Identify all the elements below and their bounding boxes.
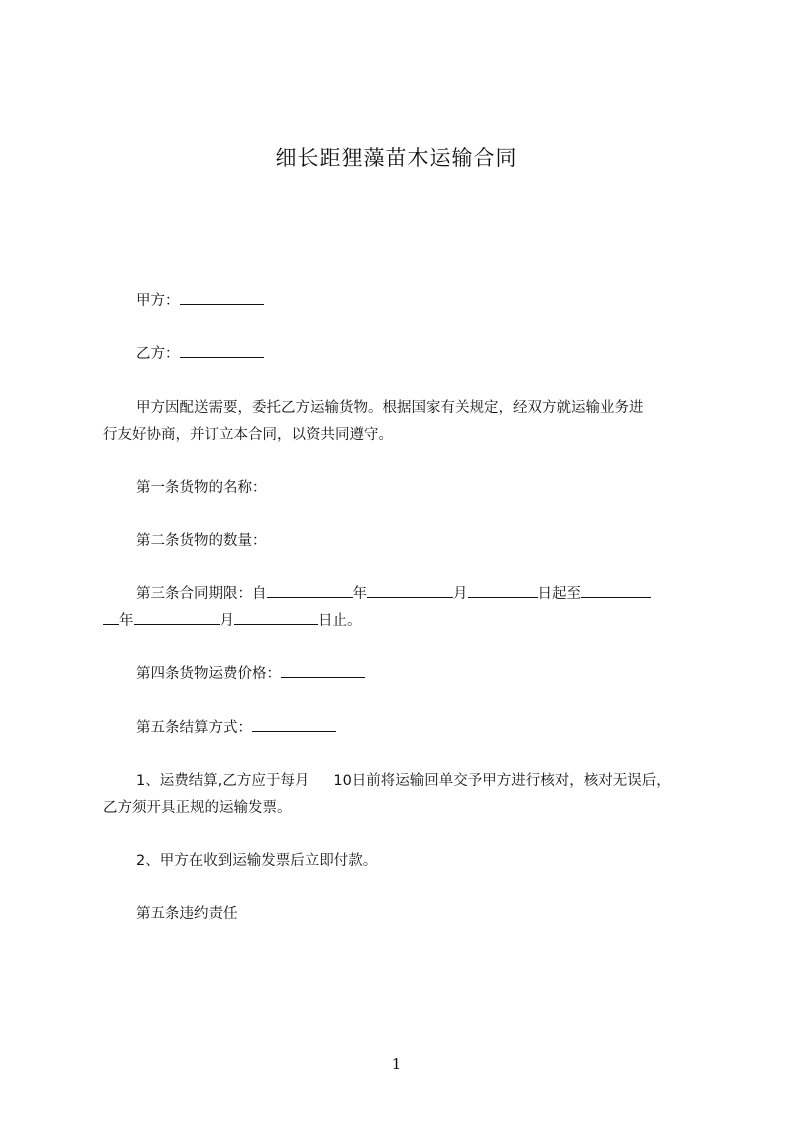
- start-year-unit: 年: [352, 586, 367, 602]
- party-b-blank: [180, 343, 264, 358]
- party-a-blank: [180, 290, 264, 305]
- article-3-prefix: 第三条合同期限：自: [136, 586, 267, 602]
- freight-price-blank: [281, 663, 365, 678]
- article-2: [103, 528, 736, 554]
- article-5-text: 第五条结算方式：: [136, 720, 252, 736]
- end-year-unit: 年: [119, 613, 134, 629]
- party-a-label: 甲方：: [136, 293, 180, 309]
- item-1-part-1: 1、运费结算,乙方应于每月: [136, 773, 310, 789]
- start-month-blank: [367, 583, 453, 598]
- item-2-text: 2、甲方在收到运输发票后立即付款。: [136, 853, 378, 869]
- intro-line-2: [103, 422, 703, 448]
- party-b-label: 乙方：: [136, 346, 180, 362]
- page-number: 1: [391, 1055, 402, 1073]
- end-day-blank: [234, 610, 318, 625]
- item-2: [103, 848, 736, 874]
- item-1-line-1: [103, 768, 736, 794]
- intro-text-2: 行友好协商，并订立本合同，以资共同遵守。: [103, 427, 393, 443]
- start-year-blank: [267, 583, 353, 598]
- article-1: [103, 475, 736, 501]
- party-a-line: [103, 288, 736, 314]
- intro-text-1: 甲方因配送需要，委托乙方运输货物。根据国家有关规定，经双方就运输业务进: [136, 400, 644, 416]
- start-month-unit: 月: [453, 586, 468, 602]
- article-3-line-2: [103, 608, 703, 634]
- article-2-text: 第二条货物的数量：: [136, 533, 267, 549]
- end-month-blank: [134, 610, 220, 625]
- party-b-line: [103, 341, 736, 367]
- article-4-text: 第四条货物运费价格：: [136, 666, 281, 682]
- item-1-text-2: 乙方须开具正规的运输发票。: [103, 800, 292, 816]
- end-day-unit: 日止。: [318, 613, 362, 629]
- document-title: 细长距狸藻苗木运输合同: [275, 146, 518, 170]
- article-3-line-1: [103, 581, 736, 607]
- article-5b-text: 第五条违约责任: [136, 906, 238, 922]
- settlement-blank: [252, 717, 336, 732]
- article-1-text: 第一条货物的名称：: [136, 480, 267, 496]
- item-1-part-2: 10日前将运输回单交予甲方进行核对，核对无误后，: [333, 773, 671, 789]
- intro-line-1: [103, 395, 736, 421]
- start-day-blank: [468, 583, 538, 598]
- article-4: [103, 661, 736, 687]
- end-month-unit: 月: [219, 613, 234, 629]
- end-year-blank-part2: [103, 610, 119, 625]
- article-5: [103, 715, 736, 741]
- article-5b: [103, 901, 736, 927]
- end-year-blank-part1: [581, 583, 651, 598]
- item-1-line-2: [103, 795, 703, 821]
- start-day-unit: 日起至: [537, 586, 581, 602]
